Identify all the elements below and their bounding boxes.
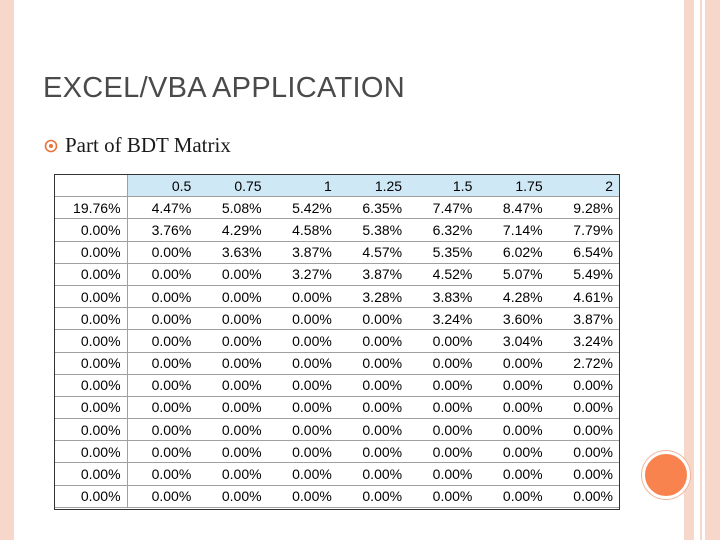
matrix-cell: 0.00% — [268, 485, 338, 507]
matrix-cell: 4.52% — [408, 263, 478, 285]
matrix-row-head-cell: 19.76% — [55, 197, 127, 219]
matrix-row-head-cell: 0.00% — [55, 463, 127, 485]
matrix-cell: 0.00% — [478, 441, 548, 463]
matrix-cell: 3.83% — [408, 285, 478, 307]
matrix-cell: 0.00% — [478, 374, 548, 396]
matrix-cell: 0.00% — [338, 330, 408, 352]
matrix-cell: 3.04% — [478, 330, 548, 352]
matrix-body — [55, 197, 619, 508]
matrix-cell: 4.28% — [478, 285, 548, 307]
matrix-cell: 4.29% — [197, 219, 267, 241]
matrix-row — [55, 241, 619, 263]
matrix-cell: 5.38% — [338, 219, 408, 241]
slide-frame-right-gap — [694, 0, 700, 540]
matrix-row — [55, 463, 619, 485]
matrix-row-head-cell: 0.00% — [55, 219, 127, 241]
matrix-cell: 3.87% — [338, 263, 408, 285]
matrix-column-header: 1.5 — [408, 175, 478, 197]
matrix-cell: 6.54% — [549, 241, 619, 263]
matrix-cell: 3.24% — [549, 330, 619, 352]
matrix-column-header: 2 — [549, 175, 619, 197]
matrix-cell: 0.00% — [408, 419, 478, 441]
matrix-cell: 3.24% — [408, 308, 478, 330]
matrix-cell: 0.00% — [478, 396, 548, 418]
matrix-cell: 3.27% — [268, 263, 338, 285]
matrix-cell: 3.87% — [549, 308, 619, 330]
matrix-cell: 0.00% — [127, 285, 197, 307]
matrix-cell: 6.32% — [408, 219, 478, 241]
matrix-cell: 0.00% — [127, 241, 197, 263]
matrix-row — [55, 285, 619, 307]
matrix-cell: 0.00% — [338, 419, 408, 441]
matrix-cell: 8.47% — [478, 197, 548, 219]
matrix-cell: 0.00% — [127, 352, 197, 374]
matrix-cell: 0.00% — [338, 352, 408, 374]
matrix-cell: 0.00% — [268, 352, 338, 374]
matrix-row-head-cell: 0.00% — [55, 396, 127, 418]
matrix-row-head-cell: 0.00% — [55, 241, 127, 263]
matrix-row-head-cell: 0.00% — [55, 285, 127, 307]
matrix-cell: 0.00% — [127, 263, 197, 285]
slide-title: EXCEL/VBA APPLICATION — [43, 72, 405, 104]
matrix-row — [55, 441, 619, 463]
matrix-row-head-cell: 0.00% — [55, 263, 127, 285]
matrix-cell: 0.00% — [127, 463, 197, 485]
decorative-circle-icon — [642, 451, 690, 499]
matrix-cell: 3.87% — [268, 241, 338, 263]
slide-frame-left — [0, 0, 14, 540]
matrix-cell: 2.72% — [549, 352, 619, 374]
matrix-cell: 0.00% — [197, 263, 267, 285]
matrix-cell: 0.00% — [408, 330, 478, 352]
matrix-row-head-cell: 0.00% — [55, 419, 127, 441]
matrix-cell: 0.00% — [127, 485, 197, 507]
matrix-cell: 0.00% — [127, 308, 197, 330]
matrix-cell: 0.00% — [338, 441, 408, 463]
matrix-cell: 6.35% — [338, 197, 408, 219]
matrix-cell: 0.00% — [268, 308, 338, 330]
matrix-row — [55, 197, 619, 219]
matrix-cell: 7.79% — [549, 219, 619, 241]
matrix-cell: 0.00% — [268, 374, 338, 396]
matrix-column-header: 0.75 — [197, 175, 267, 197]
matrix-column-header: 1 — [268, 175, 338, 197]
matrix-row — [55, 330, 619, 352]
matrix-cell: 3.63% — [197, 241, 267, 263]
matrix-cell: 4.61% — [549, 285, 619, 307]
matrix-row — [55, 396, 619, 418]
matrix-cell: 4.47% — [127, 197, 197, 219]
matrix-row — [55, 419, 619, 441]
matrix-cell: 4.58% — [268, 219, 338, 241]
matrix-cell: 6.02% — [478, 241, 548, 263]
matrix-header-row — [55, 175, 619, 197]
matrix-cell: 0.00% — [197, 441, 267, 463]
matrix-row — [55, 374, 619, 396]
matrix-column-header: 1.75 — [478, 175, 548, 197]
matrix-cell: 0.00% — [268, 330, 338, 352]
matrix-cell: 5.07% — [478, 263, 548, 285]
matrix-cell: 0.00% — [197, 308, 267, 330]
matrix-cell: 5.42% — [268, 197, 338, 219]
matrix-cell: 9.28% — [549, 197, 619, 219]
matrix-cell: 0.00% — [197, 374, 267, 396]
matrix-cell: 0.00% — [408, 374, 478, 396]
matrix-column-header: 0.5 — [127, 175, 197, 197]
bdt-matrix-table — [55, 175, 619, 508]
slide-frame-right-line — [702, 0, 705, 540]
matrix-row-head-cell: 0.00% — [55, 330, 127, 352]
matrix-row-head-cell: 0.00% — [55, 374, 127, 396]
matrix-cell: 0.00% — [338, 308, 408, 330]
matrix-cell: 0.00% — [408, 441, 478, 463]
matrix-cell: 0.00% — [127, 441, 197, 463]
bdt-matrix — [54, 174, 620, 510]
matrix-cell: 0.00% — [408, 463, 478, 485]
matrix-cell: 0.00% — [197, 285, 267, 307]
matrix-cell: 0.00% — [478, 463, 548, 485]
matrix-cell: 0.00% — [197, 463, 267, 485]
matrix-row — [55, 485, 619, 507]
matrix-corner-cell — [55, 175, 127, 197]
matrix-row — [55, 263, 619, 285]
matrix-row-head-cell: 0.00% — [55, 441, 127, 463]
matrix-row — [55, 352, 619, 374]
matrix-row-head-cell: 0.00% — [55, 485, 127, 507]
matrix-cell: 0.00% — [478, 352, 548, 374]
matrix-cell: 0.00% — [338, 374, 408, 396]
matrix-cell: 0.00% — [549, 396, 619, 418]
matrix-cell: 5.49% — [549, 263, 619, 285]
diamond-bullet-icon — [44, 139, 58, 153]
matrix-cell: 0.00% — [338, 396, 408, 418]
matrix-cell: 3.60% — [478, 308, 548, 330]
matrix-cell: 0.00% — [549, 374, 619, 396]
matrix-cell: 0.00% — [408, 352, 478, 374]
matrix-cell: 0.00% — [268, 419, 338, 441]
matrix-cell: 0.00% — [338, 485, 408, 507]
matrix-cell: 0.00% — [197, 330, 267, 352]
matrix-cell: 3.76% — [127, 219, 197, 241]
matrix-cell: 0.00% — [268, 463, 338, 485]
matrix-cell: 0.00% — [197, 485, 267, 507]
matrix-row — [55, 219, 619, 241]
matrix-cell: 0.00% — [127, 419, 197, 441]
matrix-cell: 0.00% — [197, 396, 267, 418]
matrix-cell: 0.00% — [549, 463, 619, 485]
matrix-cell: 0.00% — [478, 419, 548, 441]
matrix-cell: 0.00% — [478, 485, 548, 507]
matrix-cell: 0.00% — [549, 419, 619, 441]
matrix-cell: 3.28% — [338, 285, 408, 307]
matrix-row — [55, 308, 619, 330]
matrix-row-head-cell: 0.00% — [55, 308, 127, 330]
matrix-cell: 5.08% — [197, 197, 267, 219]
matrix-cell: 7.14% — [478, 219, 548, 241]
matrix-cell: 0.00% — [338, 463, 408, 485]
matrix-cell: 0.00% — [549, 441, 619, 463]
matrix-column-header: 1.25 — [338, 175, 408, 197]
matrix-cell: 0.00% — [549, 485, 619, 507]
matrix-cell: 5.35% — [408, 241, 478, 263]
matrix-cell: 0.00% — [197, 419, 267, 441]
matrix-cell: 0.00% — [268, 396, 338, 418]
matrix-cell: 0.00% — [197, 352, 267, 374]
matrix-cell: 0.00% — [127, 396, 197, 418]
matrix-cell: 4.57% — [338, 241, 408, 263]
matrix-cell: 0.00% — [408, 396, 478, 418]
matrix-row-head-cell: 0.00% — [55, 352, 127, 374]
matrix-cell: 0.00% — [268, 441, 338, 463]
matrix-cell: 0.00% — [127, 330, 197, 352]
matrix-cell: 0.00% — [408, 485, 478, 507]
matrix-cell: 7.47% — [408, 197, 478, 219]
matrix-cell: 0.00% — [268, 285, 338, 307]
matrix-cell: 0.00% — [127, 374, 197, 396]
bullet-text: Part of BDT Matrix — [65, 133, 231, 157]
